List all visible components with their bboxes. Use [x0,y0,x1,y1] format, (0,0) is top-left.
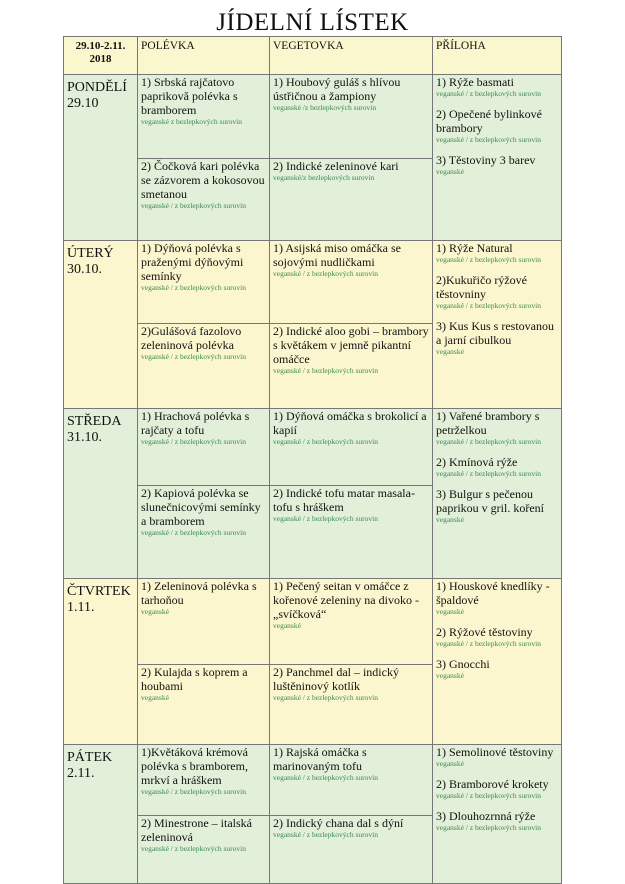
side-cell [433,579,562,745]
dish-name: 1) Houbový guláš s hlívou ústřičnou a žampiony [273,75,401,103]
diet-tag: veganské / z bezlepkových surovin [436,437,541,446]
side-item [433,75,561,99]
dish-name: 2) Indický chana dal s dýní [273,816,404,830]
diet-tag: veganské / z bezlepkových surovin [436,255,541,264]
day-cell [64,409,138,579]
soup-item [138,579,269,617]
soup-item-cell [138,159,270,241]
day-row-top [64,75,562,159]
side-item [433,809,561,833]
menu-table [63,36,562,884]
vegetovka-item-cell [270,665,433,745]
dish-name: 2) Indické aloo gobi – brambory s květákem v jemně pikantní omáčce [273,324,429,366]
soup-item [138,486,269,538]
diet-tag: veganské / z bezlepkových surovin [273,514,378,523]
soup-item [138,241,269,293]
dish-name: 2) Kapiová polévka se slunečnicovými semínky a bramborem [141,486,261,528]
dish-name: 2) Rýžové těstoviny [436,625,533,639]
diet-tag: veganské / z bezlepkových surovin [436,639,541,648]
vegetovka-item [270,324,432,376]
day-date: 31.10. [67,430,102,445]
dish-name: 1) Asijská miso omáčka se sojovými nudličkami [273,241,401,269]
vegetovka-item-cell [270,486,433,579]
dish-name: 3) Bulgur s pečenou paprikou v gril. koření [436,487,544,515]
side-cell [433,409,562,579]
day-cell [64,75,138,241]
vegetovka-item [270,665,432,703]
side-item [433,625,561,649]
diet-tag: veganské [436,167,464,176]
side-item [433,455,561,479]
soup-item-cell [138,241,270,324]
dish-name: 1) Rýže Natural [436,241,513,255]
side-item [433,241,561,265]
vegetovka-item-cell [270,159,433,241]
dish-name: 1) Hrachová polévka s rajčaty a tofu [141,409,250,437]
diet-tag: veganské [141,607,169,616]
diet-tag: veganské / z bezlepkových surovin [141,787,246,796]
dish-name: 2) Panchmel dal – indický luštěninový kotlík [273,665,399,693]
diet-tag: veganské / z bezlepkových surovin [141,437,246,446]
day-cell [64,745,138,884]
side-cell [433,75,562,241]
day-date: 2.11. [67,766,95,781]
diet-tag: veganské / z bezlepkových surovin [273,773,378,782]
soup-item [138,816,269,854]
side-item [433,273,561,311]
dish-name: 2) Čočková kari polévka se zázvorem a kokosovou smetanou [141,159,265,201]
vegetovka-item-cell [270,409,433,486]
diet-tag: veganské / z bezlepkových surovin [273,437,378,446]
diet-tag: veganské / z bezlepkových surovin [273,693,378,702]
dish-name: 1) Rýže basmati [436,75,514,89]
diet-tag: veganské / z bezlepkových surovin [436,823,541,832]
dish-name: 2) Kulajda s koprem a houbami [141,665,248,693]
dish-name: 2) Indické tofu matar masala-tofu s hráškem [273,486,415,514]
diet-tag: veganské / z bezlepkových surovin [273,830,378,839]
dish-name: 1) Semolinové těstoviny [436,745,554,759]
dish-name: 2) Opečené bylinkové brambory [436,107,542,135]
day-name: ÚTERÝ [67,246,114,261]
side-item [433,153,561,177]
dish-name: 3) Gnocchi [436,657,490,671]
vegetovka-item-cell [270,816,433,884]
vegetovka-item [270,579,432,631]
vegetovka-item [270,745,432,783]
dish-name: 2) Kmínová rýže [436,455,518,469]
dish-name: 1) Dýňová omáčka s brokolicí a kapií [273,409,427,437]
dish-name: 1) Rajská omáčka s marinovaným tofu [273,745,367,773]
day-name: STŘEDA [67,414,122,429]
dish-name: 1) Zeleninová polévka s tarhoňou [141,579,257,607]
soup-item-cell [138,486,270,579]
soup-item-cell [138,324,270,409]
vegetovka-item [270,241,432,279]
diet-tag: veganské z bezlepkových surovin [141,117,243,126]
dish-name: 2)Kukuřičo rýžové těstovniny [436,273,527,301]
side-item [433,579,561,617]
dish-name: 1) Srbská rajčatovo paprikovă polévka s bramborem [141,75,238,117]
vegetovka-item [270,816,432,840]
day-date: 30.10. [67,262,102,277]
diet-tag: veganské [436,759,464,768]
vegetovka-item-cell [270,241,433,324]
diet-tag: veganské /z bezlepkových surovin [273,103,377,112]
vegetovka-item-cell [270,75,433,159]
vegetovka-item-cell [270,745,433,816]
vegetovka-item-cell [270,579,433,665]
diet-tag: veganské / z bezlepkových surovin [436,135,541,144]
diet-tag: veganské / z bezlepkových surovin [436,301,541,310]
side-item [433,777,561,801]
column-header-side: PŘÍLOHA [433,37,562,75]
side-item [433,409,561,447]
soup-item-cell [138,409,270,486]
diet-tag: veganské [273,621,301,630]
diet-tag: veganské / z bezlepkových surovin [141,844,246,853]
dish-name: 2) Indické zeleninové kari [273,159,399,173]
soup-item [138,745,269,797]
day-name: PÁTEK [67,750,113,765]
vegetovka-item [270,409,432,447]
day-row-top [64,409,562,486]
soup-item-cell [138,579,270,665]
day-date: 29.10 [67,96,99,111]
dish-name: 2) Bramborové krokety [436,777,549,791]
day-cell [64,579,138,745]
soup-item [138,409,269,447]
dish-name: 1) Dýňová polévka s praženými dýňovými semínky [141,241,244,283]
side-item [433,107,561,145]
day-date: 1.11. [67,600,95,615]
soup-item [138,665,269,703]
dish-name: 1)Květáková krémová polévka s bramborem, mrkví a hráškem [141,745,248,787]
day-name: ČTVRTEK [67,584,131,599]
day-row-top [64,745,562,816]
dish-name: 1) Vařené brambory s petrželkou [436,409,540,437]
menu-title: JÍDELNÍ LÍSTEK [216,9,409,36]
diet-tag: veganské / z bezlepkových surovin [141,528,246,537]
side-cell [433,241,562,409]
diet-tag: veganské / z bezlepkových surovin [436,89,541,98]
dish-name: 1) Pečený seitan v omáčce z kořenové zeleniny na divoko - „svíčková“ [273,579,419,621]
soup-item [138,75,269,127]
day-cell [64,241,138,409]
column-header-soup: POLÉVKA [138,37,270,75]
soup-item-cell [138,745,270,816]
day-row-top [64,579,562,665]
header-row [64,37,562,75]
diet-tag: veganské [141,693,169,702]
dish-name: 3) Těstoviny 3 barev [436,153,536,167]
diet-tag: veganské [436,515,464,524]
diet-tag: veganské [436,607,464,616]
diet-tag: veganské [436,347,464,356]
diet-tag: veganské / z bezlepkových surovin [141,201,246,210]
side-cell [433,745,562,884]
vegetovka-item [270,486,432,524]
dish-name: 3) Kus Kus s restovanou a jarní cibulkou [436,319,554,347]
diet-tag: veganské / z bezlepkových surovin [141,283,246,292]
column-header-vegetovka: VEGETOVKA [270,37,433,75]
dish-name: 2)Gulášová fazolovo zeleninová polévka [141,324,242,352]
day-row-top [64,241,562,324]
diet-tag: veganské / z bezlepkových surovin [436,469,541,478]
vegetovka-item-cell [270,324,433,409]
diet-tag: veganské / z bezlepkových surovin [436,791,541,800]
soup-item-cell [138,665,270,745]
day-name: PONDĚLÍ [67,80,127,95]
diet-tag: veganské / z bezlepkových surovin [273,366,378,375]
side-item [433,745,561,769]
soup-item [138,324,269,362]
dish-name: 2) Minestrone – italská zeleninová [141,816,252,844]
soup-item [138,159,269,211]
side-item [433,657,561,681]
diet-tag: veganské / z bezlepkových surovin [141,352,246,361]
vegetovka-item [270,75,432,113]
date-range: 29.10-2.11. 2018 [64,37,138,75]
side-item [433,487,561,525]
soup-item-cell [138,816,270,884]
side-item [433,319,561,357]
soup-item-cell [138,75,270,159]
diet-tag: veganské/z bezlepkových surovin [273,173,375,182]
dish-name: 3) Dlouhozrnná rýže [436,809,536,823]
vegetovka-item [270,159,432,183]
dish-name: 1) Houskové knedlíky - špaldové [436,579,550,607]
diet-tag: veganské [436,671,464,680]
diet-tag: veganské / z bezlepkových surovin [273,269,378,278]
